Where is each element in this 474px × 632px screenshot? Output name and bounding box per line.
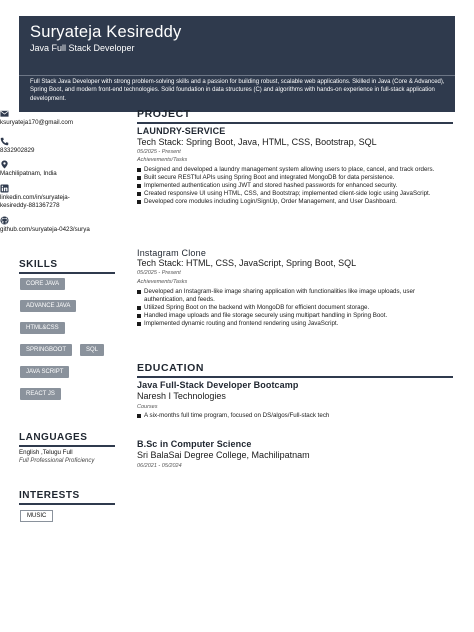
education-heading: EDUCATION bbox=[137, 362, 205, 374]
github-icon bbox=[0, 216, 10, 225]
header-divider bbox=[19, 75, 455, 76]
list-item: Implemented authentication using JWT and stored hashed passwords for enhanced security. bbox=[137, 182, 453, 190]
contact-location bbox=[0, 160, 96, 178]
candidate-role: Java Full Stack Developer bbox=[30, 43, 135, 53]
list-item: Created responsive UI using HTML, CSS, and Bootstrap; implemented client-side logic using JavaScript. bbox=[137, 190, 453, 198]
list-item: A six-months full time program, focused on DS/algos/Full-stack tech bbox=[137, 412, 337, 420]
project-stack: Tech Stack: HTML, CSS, JavaScript, Spring Boot, SQL bbox=[137, 258, 357, 268]
education-date: 06/2021 - 05/2024 bbox=[137, 463, 182, 469]
project-heading: PROJECT bbox=[137, 108, 191, 120]
project-bullets bbox=[137, 166, 453, 206]
phone-icon bbox=[0, 137, 10, 146]
language-level: Full Professional Proficiency bbox=[19, 458, 95, 464]
email-text[interactable]: ksuryateja170@gmail.com bbox=[0, 119, 73, 126]
skill-tag: HTML&CSS bbox=[20, 322, 65, 334]
email-icon bbox=[0, 109, 10, 118]
education-title: Java Full-Stack Developer Bootcamp bbox=[137, 380, 299, 390]
languages-rule bbox=[19, 445, 115, 447]
contact-linkedin bbox=[0, 184, 96, 210]
contact-github bbox=[0, 216, 96, 234]
github-text[interactable]: github.com/suryateja-0423/surya bbox=[0, 226, 90, 233]
list-item: Implemented dynamic routing and frontend rendering using JavaScript. bbox=[137, 320, 453, 328]
contact-email bbox=[0, 109, 96, 127]
linkedin-icon bbox=[0, 184, 10, 193]
resume-header bbox=[19, 16, 455, 112]
project-title: LAUNDRY-SERVICE bbox=[137, 126, 226, 136]
contact-phone bbox=[0, 137, 96, 155]
language-name: English ,Telugu Full bbox=[19, 449, 73, 456]
location-text: Machilipatnam, India bbox=[0, 170, 57, 177]
education-title: B.Sc in Computer Science bbox=[137, 439, 252, 449]
interests-rule bbox=[19, 503, 115, 505]
location-icon bbox=[0, 160, 10, 169]
phone-text[interactable]: 8332902829 bbox=[0, 147, 35, 154]
education-rule bbox=[137, 376, 453, 378]
skill-tag: JAVA SCRIPT bbox=[20, 366, 69, 378]
list-item: Built secure RESTful APIs using Spring Boot and integrated MongoDB for data persistence. bbox=[137, 174, 453, 182]
skills-heading: SKILLS bbox=[19, 259, 58, 270]
project-date: 05/2025 - Present bbox=[137, 270, 181, 276]
skill-tag: ADVANCE JAVA bbox=[20, 300, 76, 312]
skill-tag: REACT JS bbox=[20, 388, 61, 400]
project-subheading: Achievements/Tasks bbox=[137, 157, 188, 163]
list-item: Utilized Spring Boot on the backend with MongoDB for efficient document storage. bbox=[137, 304, 453, 312]
project-rule bbox=[137, 122, 453, 124]
list-item: Designed and developed a laundry management system allowing users to place, cancel, and track orders. bbox=[137, 166, 453, 174]
project-bullets bbox=[137, 288, 453, 328]
list-item: Developed an Instagram-like image sharing application with functionalities like image uploads, user authentication, and feeds. bbox=[137, 288, 453, 304]
education-institution: Naresh I Technologies bbox=[137, 391, 226, 401]
skill-tag: SPRINGBOOT bbox=[20, 344, 72, 356]
linkedin-text[interactable]: linkedin.com/in/suryateja-kesireddy-881367278 bbox=[0, 194, 70, 209]
interests-heading: INTERESTS bbox=[19, 490, 80, 501]
languages-heading: LANGUAGES bbox=[19, 432, 88, 443]
education-bullets bbox=[137, 412, 337, 420]
skill-tag: CORE JAVA bbox=[20, 278, 65, 290]
interest-tag: MUSIC bbox=[20, 510, 53, 522]
education-institution: Sri BalaSai Degree College, Machilipatnam bbox=[137, 450, 310, 460]
summary-text: Full Stack Java Developer with strong problem-solving skills and a passion for building robust, scalable web applications. Skilled in Java (Core & Advanced), Spring Boot, and modern front-end technologies. Solid foundation in data structures (C) and algorithms with hands-on experience in full-stack application development. bbox=[30, 79, 445, 102]
education-subheading: Courses bbox=[137, 404, 158, 410]
project-stack: Tech Stack: Spring Boot, Java, HTML, CSS, Bootstrap, SQL bbox=[137, 137, 377, 147]
list-item: Developed core modules including Login/SignUp, Order Management, and User Dashboard. bbox=[137, 198, 453, 206]
skill-tag: SQL bbox=[80, 344, 104, 356]
project-title: Instagram Clone bbox=[137, 248, 207, 258]
list-item: Handled image uploads and file storage securely using multipart handling in Spring Boot. bbox=[137, 312, 453, 320]
project-date: 05/2025 - Present bbox=[137, 149, 181, 155]
candidate-name: Suryateja Kesireddy bbox=[30, 23, 182, 41]
skills-rule bbox=[19, 272, 115, 274]
project-subheading: Achievements/Tasks bbox=[137, 279, 188, 285]
